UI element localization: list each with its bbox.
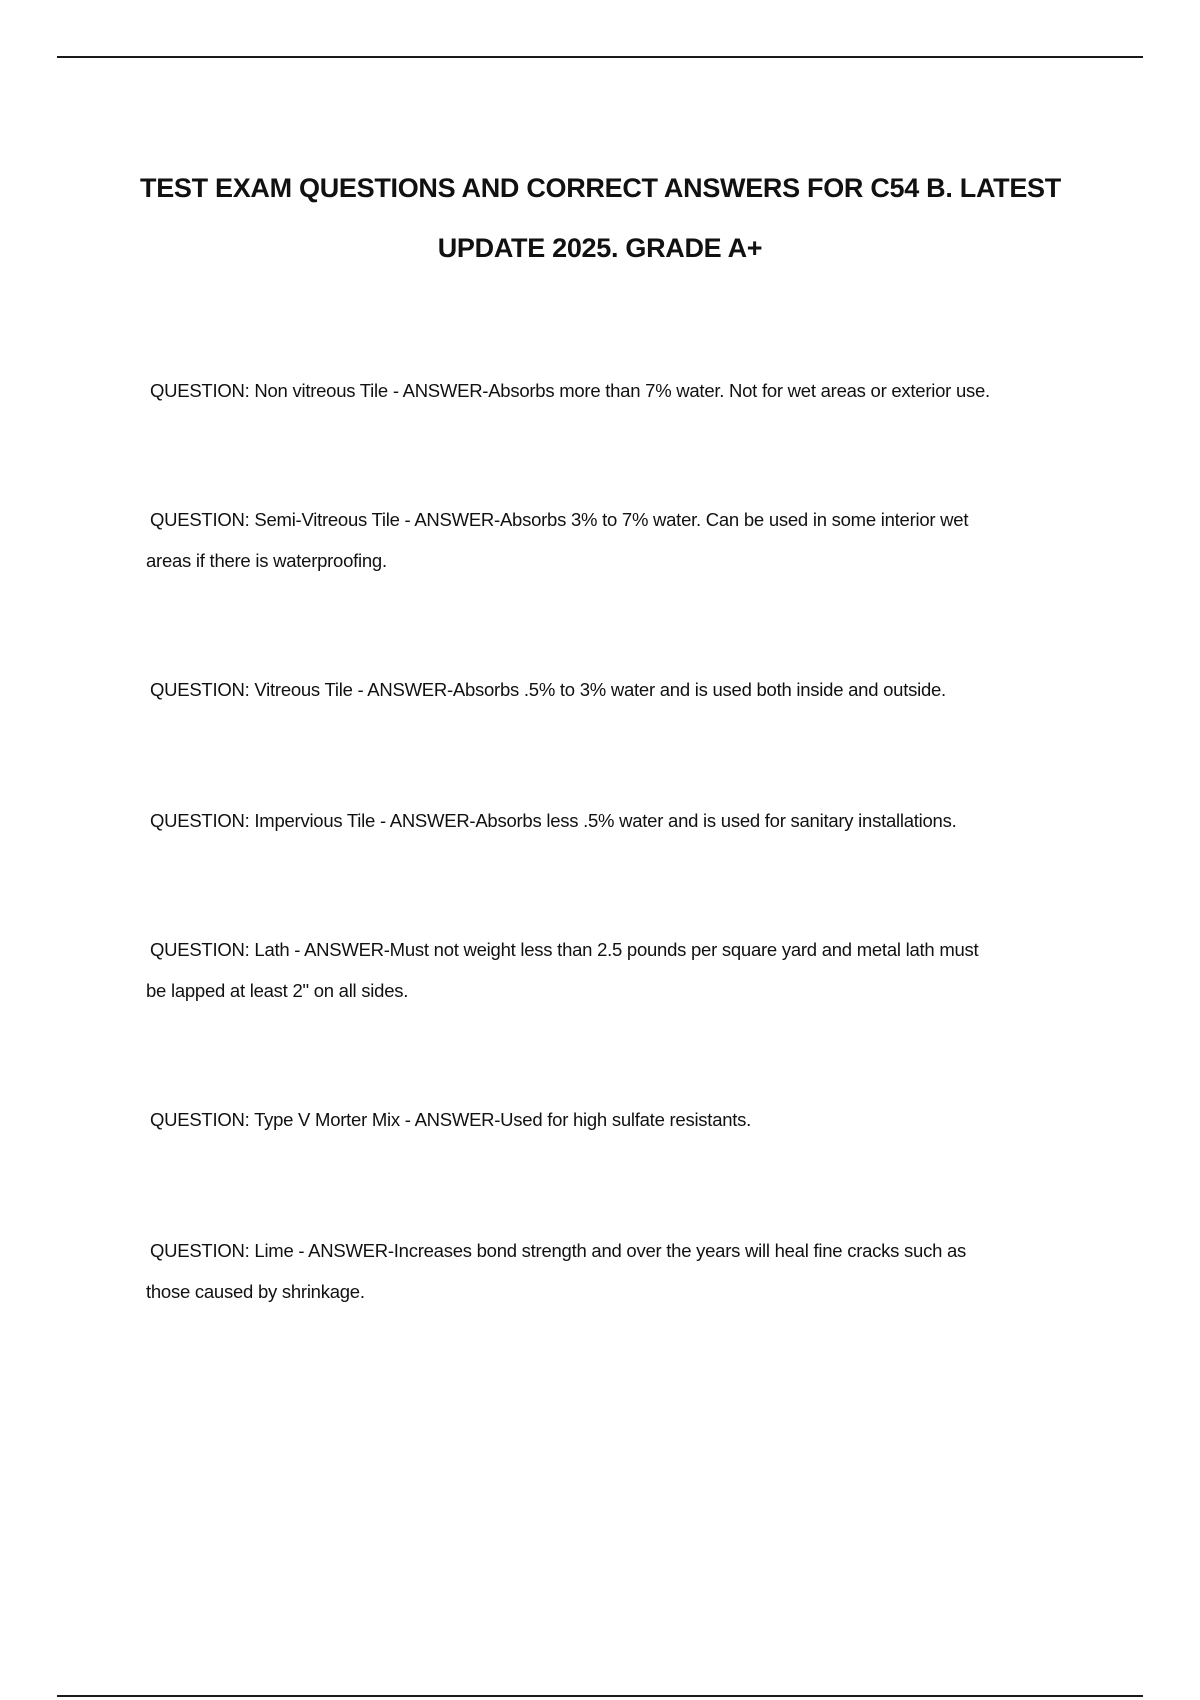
qa-item-lath [146,929,1106,1011]
title-line-2: UPDATE 2025. GRADE A+ [437,233,763,263]
qa-line: be lapped at least 2" on all sides. [146,980,409,1001]
qa-line: QUESTION: Vitreous Tile - ANSWER-Absorbs .5% to 3% water and is used both inside and outside. [150,679,946,700]
qa-item-lime [146,1230,1106,1312]
top-rule [57,56,1143,58]
bottom-rule [57,1695,1143,1697]
document-title [140,158,1060,278]
qa-line: QUESTION: Semi-Vitreous Tile - ANSWER-Absorbs 3% to 7% water. Can be used in some interior wet [150,509,969,530]
qa-line: QUESTION: Lath - ANSWER-Must not weight less than 2.5 pounds per square yard and metal lath must [150,939,979,960]
qa-item-semi-vitreous-tile [146,499,1106,581]
qa-line: those caused by shrinkage. [146,1281,365,1302]
qa-line: QUESTION: Impervious Tile - ANSWER-Absorbs less .5% water and is used for sanitary installations. [150,810,957,831]
qa-item-type-v-morter-mix [146,1099,1106,1140]
qa-item-vitreous-tile [146,669,1106,710]
qa-line: QUESTION: Non vitreous Tile - ANSWER-Absorbs more than 7% water. Not for wet areas or exterior use. [150,380,990,401]
qa-item-non-vitreous-tile [146,370,1106,411]
title-line-1: TEST EXAM QUESTIONS AND CORRECT ANSWERS FOR C54 B. LATEST [140,173,1061,203]
qa-line: QUESTION: Type V Morter Mix - ANSWER-Used for high sulfate resistants. [150,1109,752,1130]
qa-line: areas if there is waterproofing. [146,550,387,571]
qa-item-impervious-tile [146,800,1106,841]
qa-line: QUESTION: Lime - ANSWER-Increases bond strength and over the years will heal fine cracks such as [150,1240,967,1261]
